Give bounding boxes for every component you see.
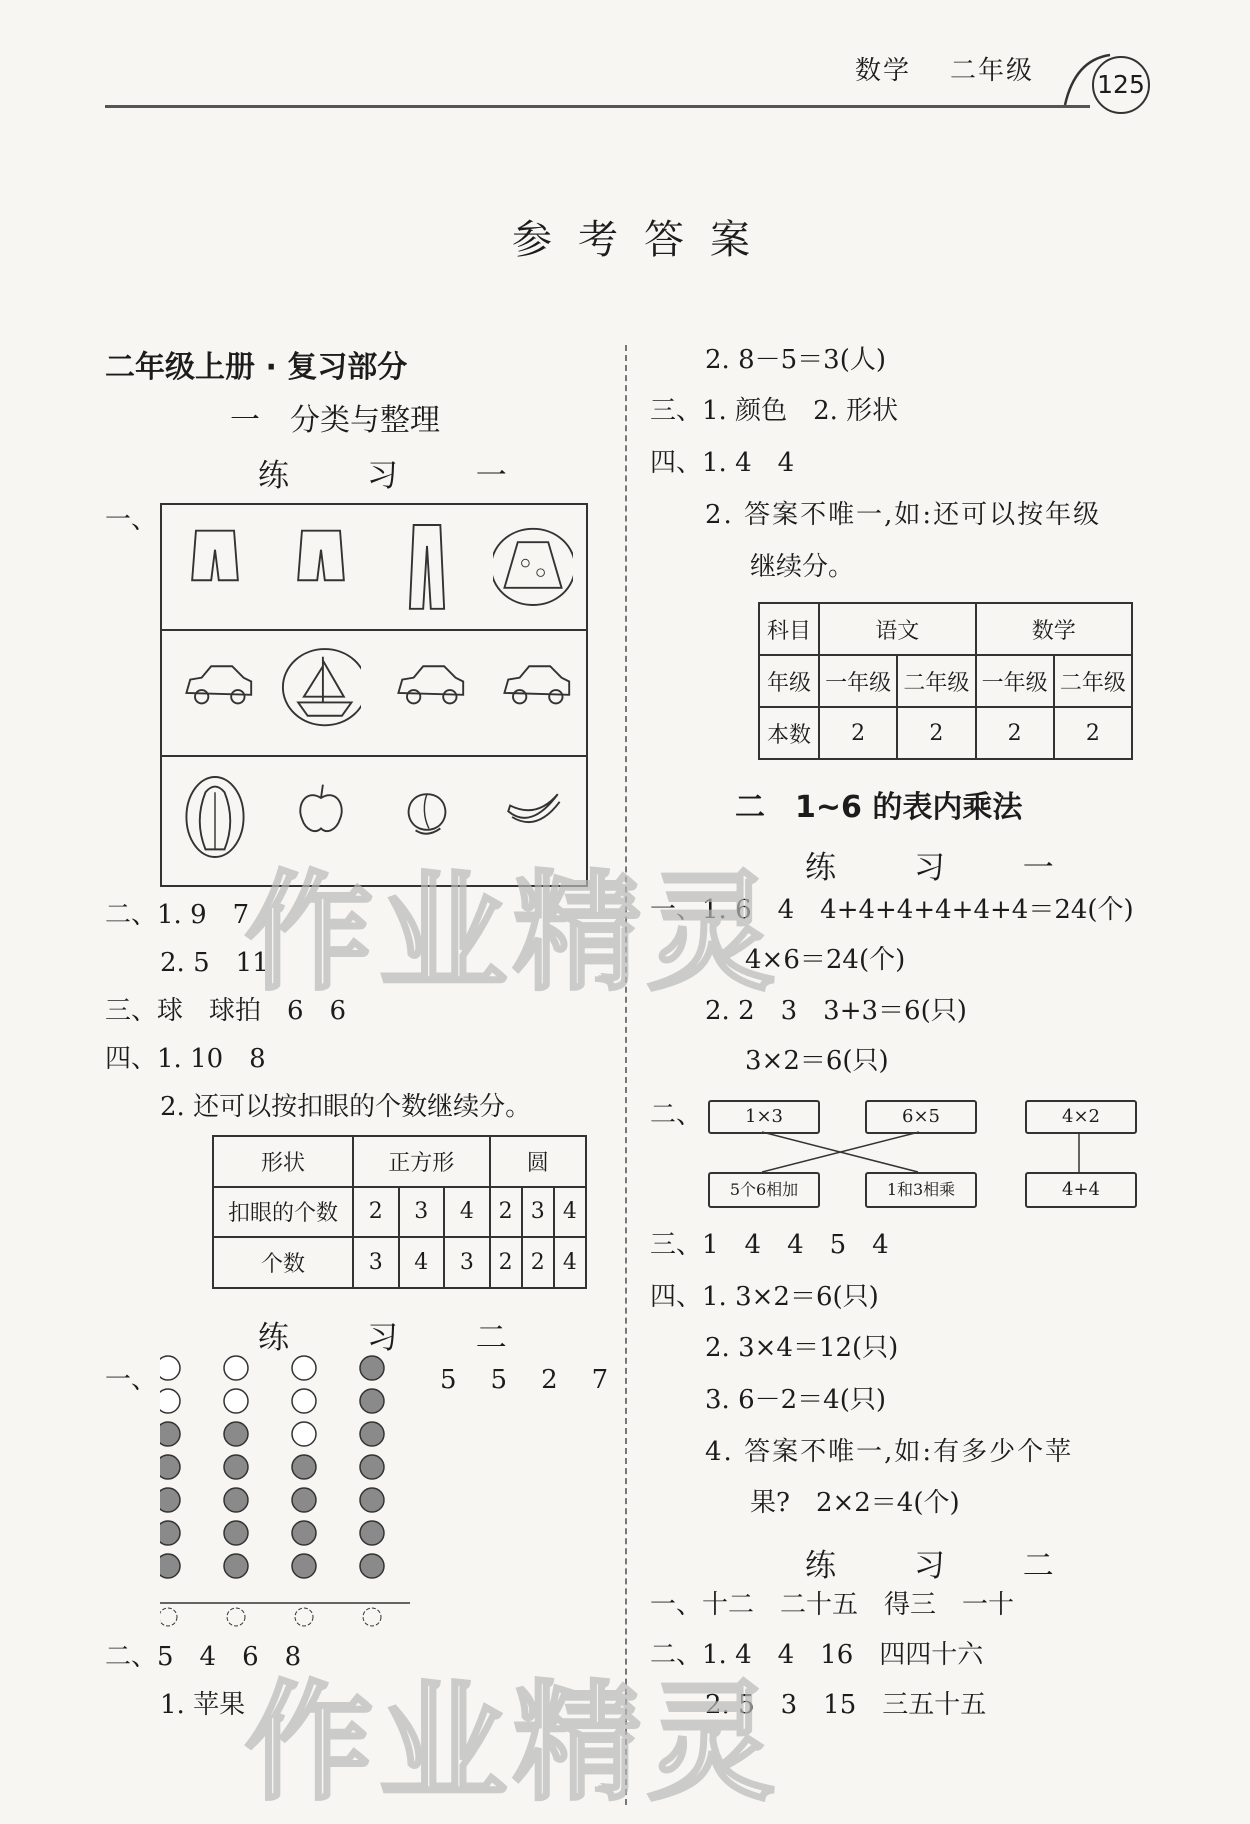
watermark: 作业精灵 [245, 1669, 782, 1818]
table-cell: 4 [444, 1187, 490, 1238]
unit-heading: 二 1~6 的表内乘法 [735, 790, 1023, 825]
answer-line: 2. 8－5＝3(人) [705, 345, 886, 375]
question-label: 一、 [105, 505, 158, 535]
table-cell: 2 [490, 1187, 522, 1238]
bead [292, 1455, 316, 1479]
match-box: 1和3相乘 [865, 1172, 977, 1208]
car-icon [493, 643, 573, 743]
table-cell: 4 [554, 1187, 586, 1238]
flower-icon [160, 1608, 177, 1626]
table-cell: 3 [353, 1237, 399, 1288]
question-label: 一、 [105, 1365, 158, 1395]
answer-line: 三、球 球拍 6 6 [105, 996, 347, 1026]
bead [360, 1389, 384, 1413]
exercise-heading: 练 习 一 [258, 458, 541, 494]
bead [360, 1554, 384, 1578]
answer-line: 4×6＝24(个) [745, 945, 906, 975]
match-box: 6×5 [865, 1100, 977, 1134]
exercise-heading: 练 习 一 [805, 850, 1088, 886]
column-divider [625, 345, 627, 1805]
answer-line: 四、1. 3×2＝6(只) [650, 1282, 879, 1312]
bead [292, 1356, 316, 1380]
exercise-heading: 练 习 二 [805, 1548, 1088, 1584]
trousers-icon [387, 517, 467, 617]
car-icon [175, 643, 255, 743]
bead [292, 1488, 316, 1512]
table-cell: 2 [819, 707, 897, 759]
cabbage-icon [175, 769, 255, 869]
table-cell: 数学 [976, 603, 1133, 655]
header-subject: 数学 [855, 56, 912, 86]
section-heading: 二年级上册 · 复习部分 [105, 350, 408, 385]
match-box: 1×3 [708, 1100, 820, 1134]
table-cell: 一年级 [976, 655, 1054, 707]
bead [160, 1422, 180, 1446]
image-row [162, 631, 586, 757]
table-cell: 二年级 [897, 655, 975, 707]
bead [360, 1455, 384, 1479]
match-box: 4×2 [1025, 1100, 1137, 1134]
table-cell: 3 [444, 1237, 490, 1288]
answer-line: 一、1. 6 4 4+4+4+4+4+4＝24(个) [650, 895, 1134, 925]
bead [224, 1488, 248, 1512]
flower-icon [363, 1608, 381, 1626]
answer-line: 果? 2×2＝4(个) [750, 1488, 960, 1518]
table-cell: 2 [522, 1237, 554, 1288]
table-cell: 年级 [759, 655, 819, 707]
bead [292, 1521, 316, 1545]
bead [160, 1389, 180, 1413]
answer-line: 一、十二 二十五 得三 一十 [650, 1590, 1015, 1620]
answer-line: 二、1. 9 7 [105, 900, 250, 930]
header-grade: 二年级 [950, 56, 1035, 86]
table-cell: 扣眼的个数 [213, 1187, 353, 1238]
buttonhole-table [212, 1135, 587, 1289]
table-cell: 正方形 [353, 1136, 490, 1187]
skirt-icon [493, 517, 573, 617]
bead [224, 1521, 248, 1545]
answer-line: 2. 还可以按扣眼的个数继续分。 [160, 1092, 532, 1122]
bead [224, 1554, 248, 1578]
answer-line: 四、1. 10 8 [105, 1044, 266, 1074]
answer-line: 3. 6－2＝4(只) [705, 1385, 886, 1415]
table-cell: 4 [399, 1237, 445, 1288]
watermark: 作业精灵 [245, 859, 782, 1008]
ship-icon [281, 643, 361, 743]
table-cell: 2 [897, 707, 975, 759]
table-cell: 语文 [819, 603, 976, 655]
bead [292, 1389, 316, 1413]
bead [360, 1521, 384, 1545]
unit-heading: 一 分类与整理 [230, 403, 440, 438]
page-number: 125 [1092, 56, 1150, 114]
table-cell: 二年级 [1054, 655, 1132, 707]
flower-icon [295, 1608, 313, 1626]
table-cell: 2 [976, 707, 1054, 759]
answer-line: 三、1. 颜色 2. 形状 [650, 396, 899, 426]
bead [224, 1389, 248, 1413]
answer-line: 2. 3×4＝12(只) [705, 1333, 899, 1363]
match-lines [700, 1130, 1140, 1174]
bead [224, 1422, 248, 1446]
table-cell: 3 [522, 1187, 554, 1238]
match-box: 4+4 [1025, 1172, 1137, 1208]
answer-line: 二、1. 4 4 16 四四十六 [650, 1640, 984, 1670]
table-cell: 一年级 [819, 655, 897, 707]
car-icon [387, 643, 467, 743]
table-cell: 2 [353, 1187, 399, 1238]
table-cell: 形状 [213, 1136, 353, 1187]
bead [160, 1554, 180, 1578]
bead [360, 1422, 384, 1446]
answer-line: 四、1. 4 4 [650, 448, 795, 478]
answer-line: 1. 苹果 [160, 1690, 246, 1720]
answer-line: 2. 5 11 [160, 948, 269, 978]
table-cell: 个数 [213, 1237, 353, 1288]
bead [292, 1422, 316, 1446]
bead [160, 1488, 180, 1512]
bead [160, 1455, 180, 1479]
bead [224, 1455, 248, 1479]
table-cell: 2 [490, 1237, 522, 1288]
table-cell: 圆 [490, 1136, 586, 1187]
exercise-heading: 练 习 二 [258, 1320, 541, 1356]
table-cell: 3 [399, 1187, 445, 1238]
bead [360, 1356, 384, 1380]
match-box: 5个6相加 [708, 1172, 820, 1208]
table-cell: 科目 [759, 603, 819, 655]
shorts-icon [281, 517, 361, 617]
header-rule [105, 105, 1090, 108]
answer-line: 2. 答案不唯一,如:还可以按年级 [705, 500, 1102, 530]
bead [224, 1356, 248, 1380]
answer-line: 2. 2 3 3+3＝6(只) [705, 996, 967, 1026]
flower-icon [227, 1608, 245, 1626]
answer-line: 二、5 4 6 8 [105, 1642, 302, 1672]
answer-line: 继续分。 [750, 552, 855, 582]
image-row [162, 505, 586, 631]
answer-line: 4. 答案不唯一,如:有多少个苹 [705, 1437, 1074, 1467]
bead-answers: 5 5 2 7 [440, 1365, 613, 1395]
answer-line: 三、1 4 4 5 4 [650, 1230, 889, 1260]
bead [160, 1356, 180, 1380]
page-title: 参考答案 [512, 217, 776, 263]
books-table [758, 602, 1133, 760]
shorts-icon [175, 517, 255, 617]
table-cell: 本数 [759, 707, 819, 759]
bead-diagram [160, 1355, 420, 1635]
bead [292, 1554, 316, 1578]
answer-line: 2. 5 3 15 三五十五 [705, 1690, 987, 1720]
bead [160, 1521, 180, 1545]
question-label: 二、 [650, 1100, 703, 1130]
table-cell: 2 [1054, 707, 1132, 759]
answer-line: 3×2＝6(只) [745, 1046, 889, 1076]
bead [360, 1488, 384, 1512]
table-cell: 4 [554, 1237, 586, 1288]
